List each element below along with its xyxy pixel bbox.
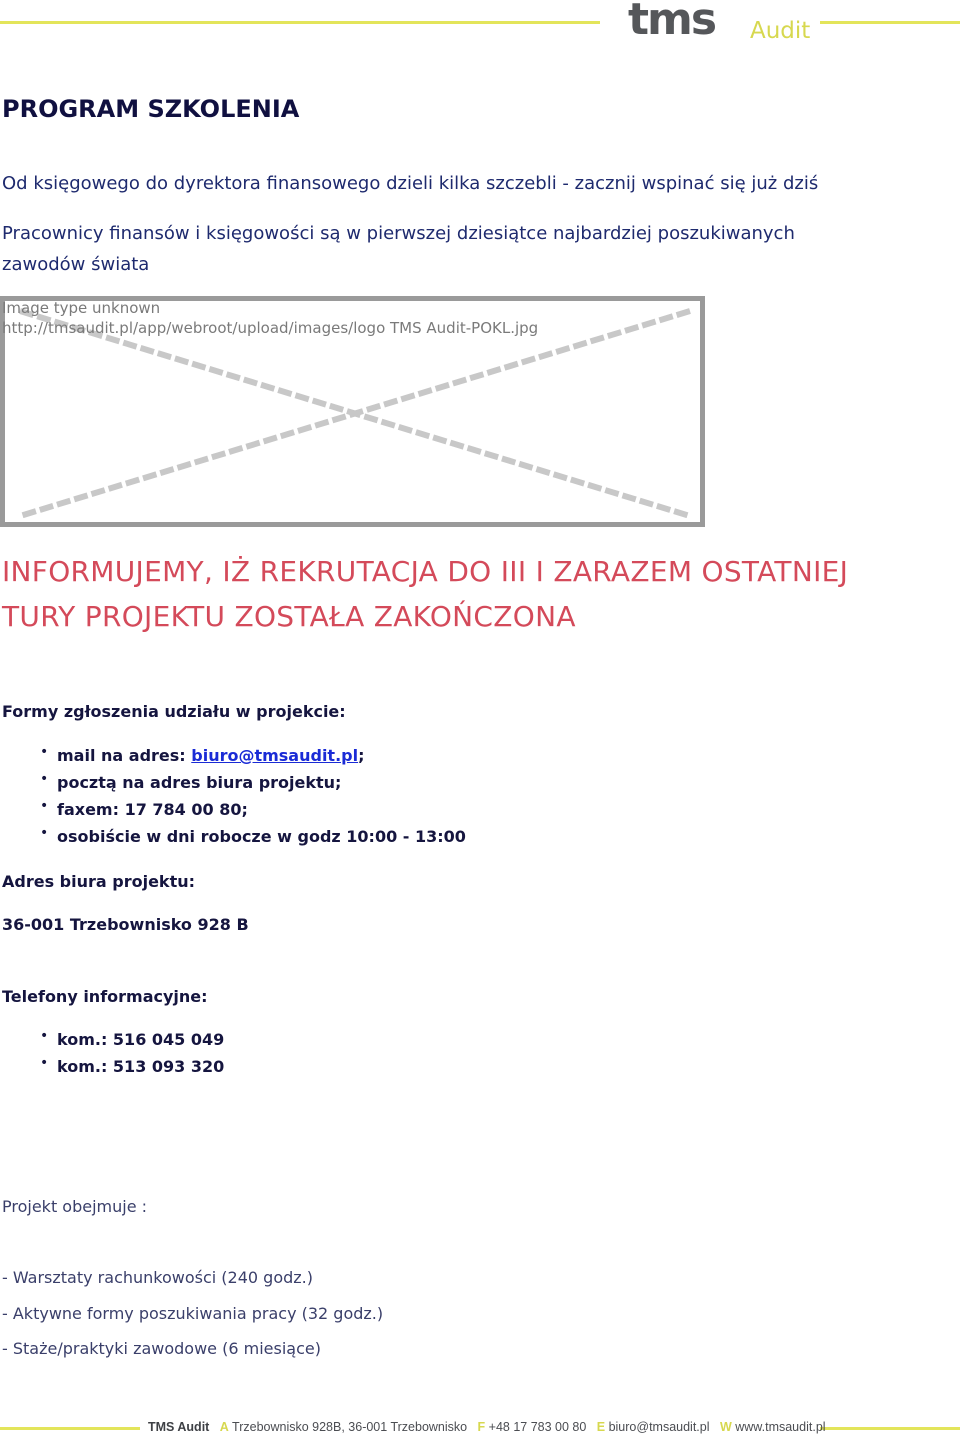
- footer-address: Trzebownisko 928B, 36-001 Trzebownisko: [232, 1420, 468, 1434]
- project-item-1: - Warsztaty rachunkowości (240 godz.): [2, 1268, 313, 1287]
- footer-email-key: E: [596, 1420, 606, 1434]
- phone-item-2: kom.: 513 093 320: [57, 1057, 225, 1076]
- footer-fax: +48 17 783 00 80: [488, 1420, 587, 1434]
- email-link[interactable]: biuro@tmsaudit.pl: [191, 746, 359, 765]
- footer-web-key: W: [719, 1420, 732, 1434]
- intro-line-2a: Pracownicy finansów i księgowości są w pierwszej dziesiątce najbardziej poszukiwanych: [2, 223, 795, 244]
- header-rule-right: [820, 21, 960, 24]
- footer-rule-left: [0, 1427, 140, 1430]
- intro-line-2b: zawodów świata: [2, 254, 150, 275]
- page-title: PROGRAM SZKOLENIA: [2, 95, 300, 123]
- bullet-icon: •: [40, 825, 49, 841]
- list-item-post: pocztą na adres biura projektu;: [57, 773, 342, 792]
- address-heading: Adres biura projektu:: [2, 872, 196, 891]
- footer-address-key: A: [219, 1420, 229, 1434]
- intro-line-1: Od księgowego do dyrektora finansowego dzieli kilka szczebli - zacznij wspinać się już dziś: [2, 173, 819, 194]
- list-item-personal: osobiście w dni robocze w godz 10:00 - 13:00: [57, 827, 466, 846]
- list-item-fax: faxem: 17 784 00 80;: [57, 800, 248, 819]
- address-value: 36-001 Trzebownisko 928 B: [2, 915, 249, 934]
- mail-suffix: ;: [358, 746, 365, 765]
- notice-line-2: TURY PROJEKTU ZOSTAŁA ZAKOŃCZONA: [2, 600, 576, 633]
- forms-heading: Formy zgłoszenia udziału w projekcie:: [2, 702, 346, 721]
- footer-rule-right: [820, 1427, 960, 1430]
- bullet-icon: •: [40, 1028, 49, 1044]
- footer-email[interactable]: biuro@tmsaudit.pl: [608, 1420, 710, 1434]
- logo-main-text: tms: [628, 0, 716, 45]
- list-item-mail: [57, 746, 365, 765]
- bullet-icon: •: [40, 798, 49, 814]
- project-item-3: - Staże/praktyki zawodowe (6 miesiące): [2, 1339, 321, 1358]
- broken-image-url: http://tmsaudit.pl/app/webroot/upload/images/logo TMS Audit-POKL.jpg: [2, 319, 539, 337]
- footer-fax-key: F: [477, 1420, 486, 1434]
- bullet-icon: •: [40, 771, 49, 787]
- phone-item-1: kom.: 516 045 049: [57, 1030, 225, 1049]
- broken-image-caption: Image type unknown: [2, 299, 161, 317]
- mail-prefix: mail na adres:: [57, 746, 192, 765]
- tms-audit-logo[interactable]: [628, 2, 810, 46]
- footer-company: TMS Audit: [148, 1420, 210, 1434]
- project-heading: Projekt obejmuje :: [2, 1197, 148, 1216]
- footer-website[interactable]: www.tmsaudit.pl: [735, 1420, 826, 1434]
- logo-sub-text: Audit: [750, 18, 811, 44]
- bullet-icon: •: [40, 1055, 49, 1071]
- broken-image-x-icon: [15, 306, 695, 521]
- header-rule-left: [0, 21, 600, 24]
- notice-line-1: INFORMUJEMY, IŻ REKRUTACJA DO III I ZARAZEM OSTATNIEJ: [2, 555, 849, 588]
- bullet-icon: •: [40, 744, 49, 760]
- footer-contact: [148, 1420, 826, 1434]
- phones-heading: Telefony informacyjne:: [2, 987, 208, 1006]
- project-item-2: - Aktywne formy poszukiwania pracy (32 godz.): [2, 1304, 384, 1323]
